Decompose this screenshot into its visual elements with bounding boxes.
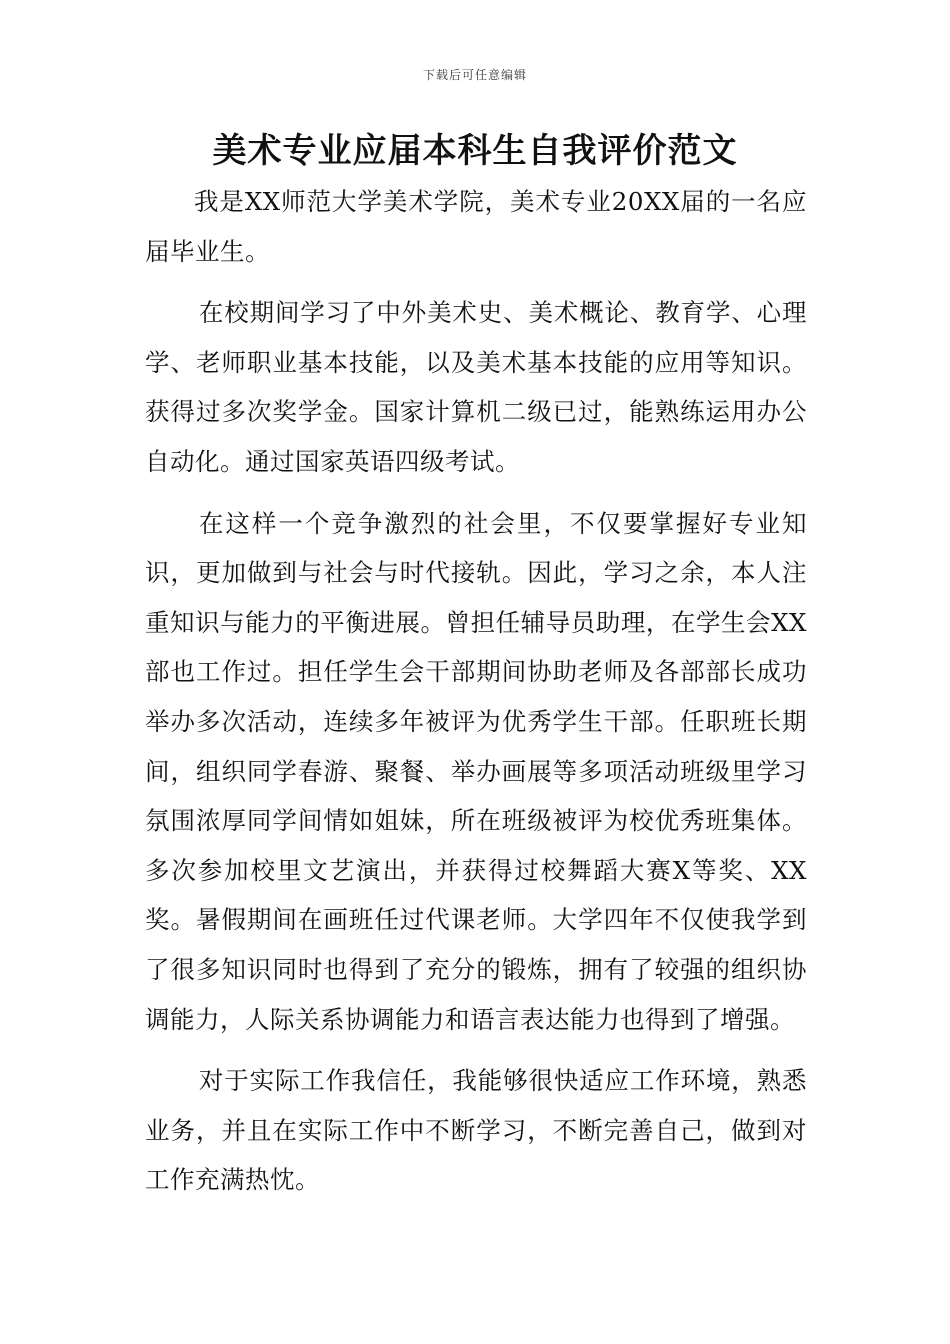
- paragraph-studies: 在校期间学习了中外美术史、美术概论、教育学、心理学、老师职业基本技能，以及美术基本技能的应用等知识。获得过多次奖学金。国家计算机二级已过，能熟练运用办公自动化。通过国家英语四级考试。: [145, 298, 807, 476]
- paragraph-intro: 我是XX师范大学美术学院，美术专业20XX届的一名应届毕业生。: [145, 187, 807, 266]
- document-body: [145, 177, 807, 1217]
- paragraph-work-attitude: 对于实际工作我信任，我能够很快适应工作环境，熟悉业务，并且在实际工作中不断学习，不断完善自己，做到对工作充满热忱。: [145, 1066, 807, 1195]
- header-note: 下载后可任意编辑: [422, 68, 527, 82]
- document-title: 美术专业应届本科生自我评价范文: [212, 131, 738, 171]
- paragraph-activities: 在这样一个竞争激烈的社会里，不仅要掌握好专业知识，更加做到与社会与时代接轨。因此，学习之余，本人注重知识与能力的平衡进展。曾担任辅导员助理，在学生会XX部也工作过。担任学生会干部期间协助老师及各部部长成功举办多次活动，连续多年被评为优秀学生干部。任职班长期间，组织同学春游、聚餐、举办画展等多项活动班级里学习氛围浓厚同学间情如姐妹，所在班级被评为校优秀班集体。多次参加校里文艺演出，并获得过校舞蹈大赛X等奖、XX奖。暑假期间在画班任过代课老师。大学四年不仅使我学到了很多知识同时也得到了充分的锻炼，拥有了较强的组织协调能力，人际关系协调能力和语言表达能力也得到了增强。: [145, 508, 807, 1034]
